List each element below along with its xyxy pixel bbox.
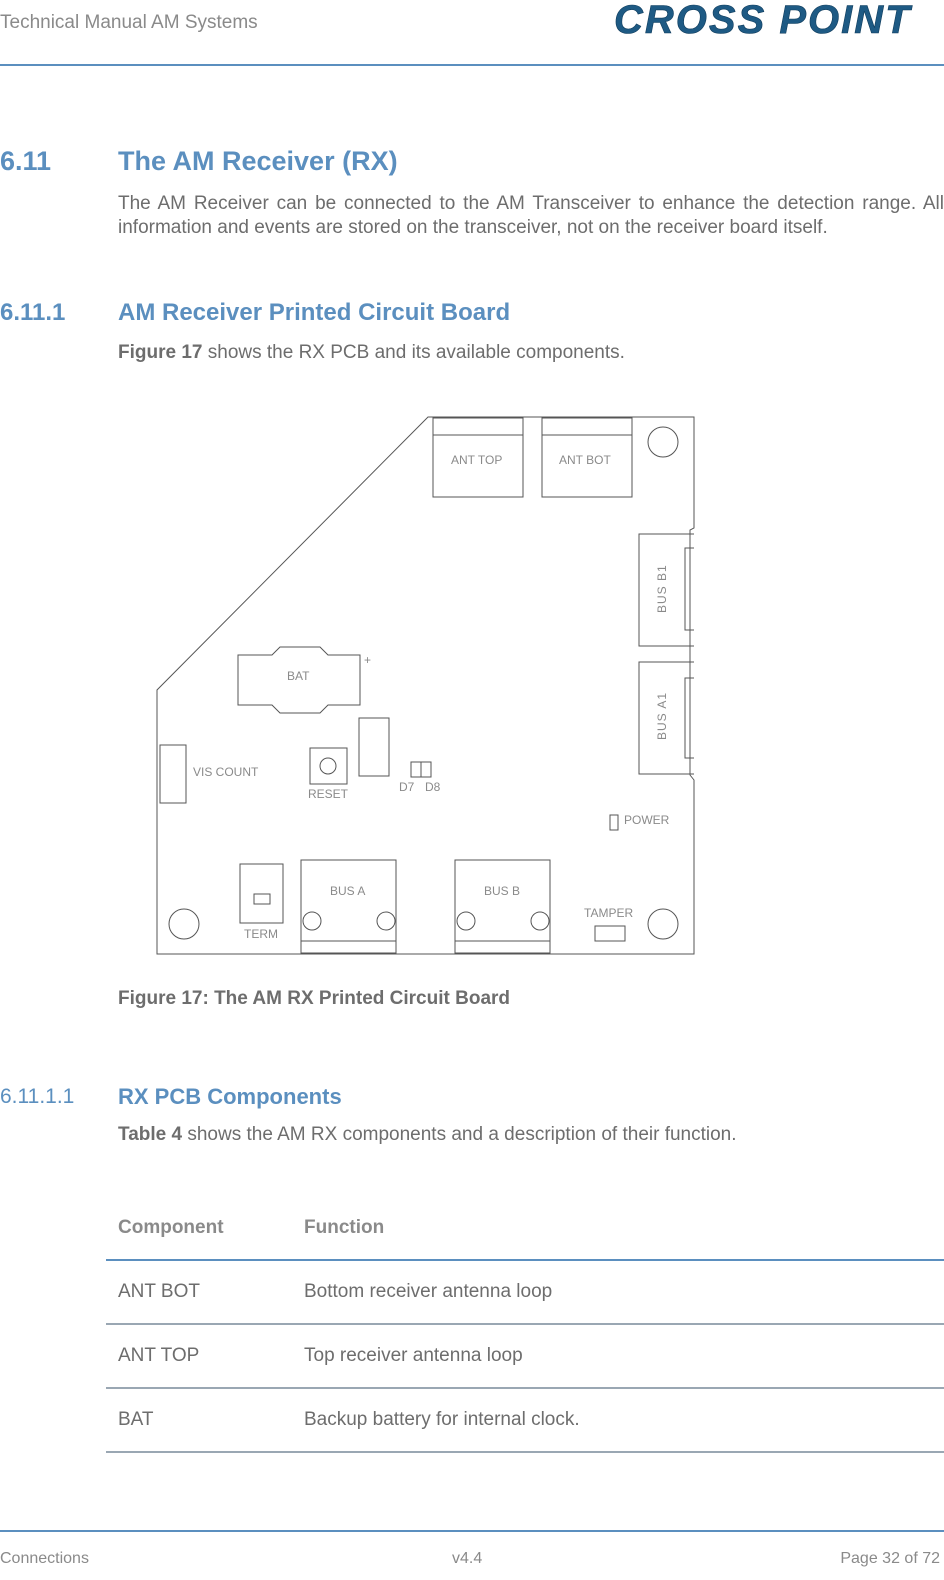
footer-rule [0,1530,944,1532]
footer-page-number: Page 32 of 72 [840,1550,940,1567]
table-header-component: Component [106,1197,292,1260]
figure-ref: Figure 17 [118,342,203,363]
label-bat-plus: + [364,653,372,667]
subsection-title: AM Receiver Printed Circuit Board [118,299,511,326]
table-row [106,1324,944,1388]
label-power: POWER [624,813,670,827]
power-led [610,815,618,830]
label-bat: BAT [287,669,310,683]
label-bus-b1: BUS B1 [655,564,669,613]
label-tamper: TAMPER [584,906,634,920]
capacitor [359,718,389,776]
table-cell-component: BAT [106,1388,292,1452]
table-cell-component: ANT BOT [106,1260,292,1324]
table-reference-paragraph [118,1123,944,1147]
pcb-figure [150,410,700,962]
section-intro: The AM Receiver can be connected to the AM Transceiver to enhance the detection range. All information and events are stored on the transceiver, not on the receiver board itself. [118,193,944,238]
table-header-row [106,1197,944,1260]
vis-count-connector [160,745,186,803]
bus-a-connector [301,860,396,953]
label-bus-a1: BUS A1 [655,691,669,740]
section-title: The AM Receiver (RX) [118,146,398,176]
led-d7 [411,762,421,777]
table-ref: Table 4 [118,1124,183,1145]
figure-caption: Figure 17: The AM RX Printed Circuit Board [118,988,511,1009]
label-ant-bot: ANT BOT [559,453,611,467]
table-cell-function: Bottom receiver antenna loop [292,1260,944,1324]
label-term: TERM [244,927,278,941]
subsubsection-number: 6.11.1.1 [0,1085,75,1108]
table-row [106,1260,944,1324]
reset-button [310,748,347,784]
table-header-function: Function [292,1197,944,1260]
table-cell-function: Top receiver antenna loop [292,1324,944,1388]
label-vis-count: VIS COUNT [193,765,259,779]
table-row [106,1388,944,1452]
label-reset: RESET [308,787,349,801]
mount-hole-top-right [648,427,678,457]
label-ant-top: ANT TOP [451,453,503,467]
footer-version: v4.4 [452,1550,483,1567]
led-d8 [421,762,431,777]
label-bus-a: BUS A [330,884,366,898]
figure-reference-paragraph [118,341,944,365]
components-table [106,1197,944,1453]
label-d8: D8 [425,780,441,794]
cross-point-logo [612,0,940,44]
subsection-number: 6.11.1 [0,299,66,326]
label-bus-b: BUS B [484,884,521,898]
mount-hole-bottom-left [169,909,199,939]
table-cell-function: Backup battery for internal clock. [292,1388,944,1452]
tamper-switch [595,926,625,941]
bus-b-connector [455,860,550,953]
table-cell-component: ANT TOP [106,1324,292,1388]
section-number: 6.11 [0,146,52,176]
label-d7: D7 [399,780,415,794]
mount-hole-bottom-right [648,909,678,939]
figure-ref-text: shows the RX PCB and its available components. [202,342,625,363]
document-title: Technical Manual AM Systems [0,12,258,33]
footer-section: Connections [0,1550,89,1567]
logo-text: CROSS POINT [614,0,912,42]
subsubsection-title: RX PCB Components [118,1084,342,1109]
table-ref-text: shows the AM RX components and a description of their function. [182,1124,737,1145]
header-rule [0,64,944,66]
